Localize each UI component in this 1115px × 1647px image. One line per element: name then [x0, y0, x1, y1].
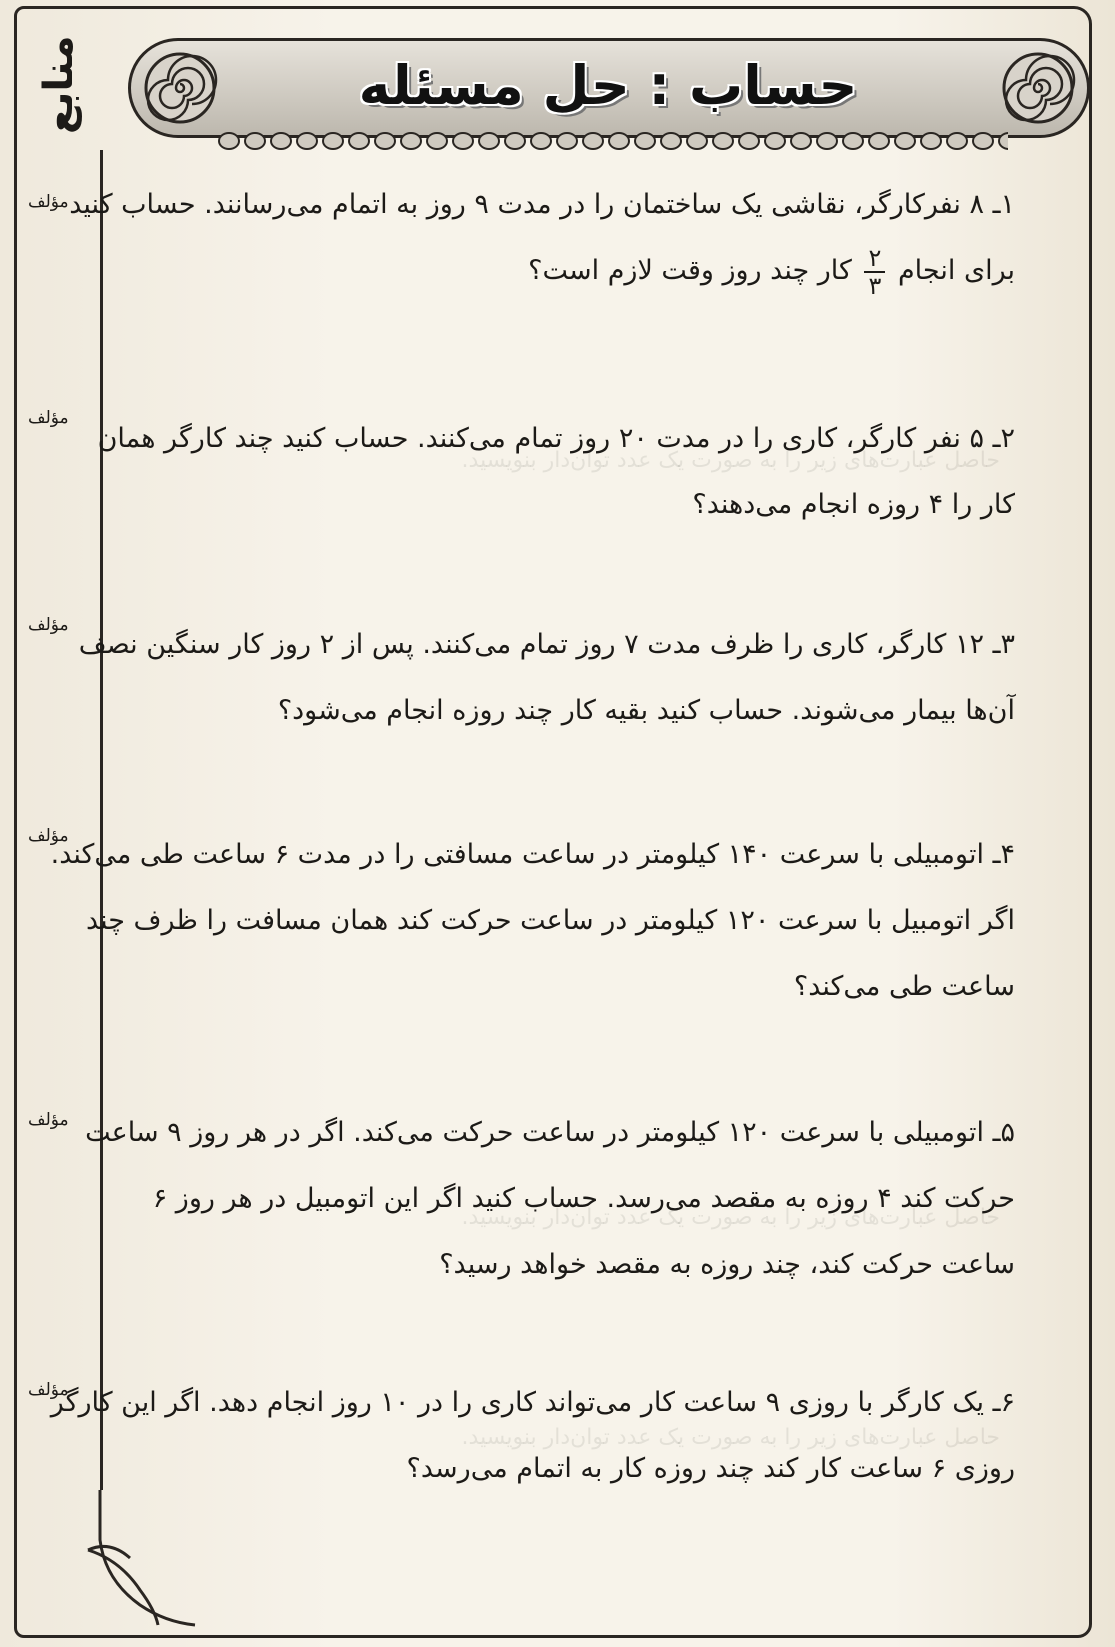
problem-5 — [85, 1100, 1015, 1298]
problem-line: ۶ـ یک کارگر با روزی ۹ ساعت کار می‌تواند کاری را در ۱۰ روز انجام دهد. اگر این کارگر — [50, 1387, 1015, 1418]
bead-ornament — [296, 132, 318, 150]
bead-ornament — [556, 132, 578, 150]
author-label: مؤلف — [28, 826, 69, 846]
bead-ornament — [270, 132, 292, 150]
page-curl-icon — [80, 1480, 200, 1630]
bead-ornament — [322, 132, 344, 150]
author-label: مؤلف — [28, 1110, 69, 1130]
bead-ornament — [608, 132, 630, 150]
problem-line: کار را ۴ روزه انجام می‌دهند؟ — [692, 489, 1015, 520]
bleed-through-text: حاصل عبارت‌های زیر را به صورت یک عدد توان‌دار بنویسید. — [461, 1425, 1000, 1450]
problem-line: حرکت کند ۴ روزه به مقصد می‌رسد. حساب کنید اگر این اتومبیل در هر روز ۶ — [152, 1183, 1015, 1214]
bead-ornament — [634, 132, 656, 150]
author-label: مؤلف — [28, 192, 69, 212]
problem-line: ۳ـ ۱۲ کارگر، کاری را ظرف مدت ۷ روز تمام می‌کنند. پس از ۲ روز کار سنگین نصف — [78, 629, 1015, 660]
bead-ornament — [946, 132, 968, 150]
margin-rule — [100, 150, 103, 1490]
bead-ornament — [660, 132, 682, 150]
bead-ornament — [972, 132, 994, 150]
bead-ornament — [998, 132, 1008, 150]
problem-line: ۱ـ ۸ نفرکارگر، نقاشی یک ساختمان را در مدت ۹ روز به اتمام می‌رسانند. حساب کنید — [69, 189, 1015, 220]
problem-4 — [50, 822, 1015, 1020]
section-banner — [128, 38, 1090, 148]
bead-ornament — [582, 132, 604, 150]
bead-ornament — [426, 132, 448, 150]
problem-line — [110, 238, 1015, 304]
bead-ornament — [894, 132, 916, 150]
bead-ornament — [790, 132, 812, 150]
bead-ornament — [244, 132, 266, 150]
fraction — [864, 245, 885, 299]
fraction-denominator: ۳ — [868, 271, 882, 300]
problem-line: ساعت طی می‌کند؟ — [793, 971, 1015, 1002]
bead-ornament — [868, 132, 890, 150]
problem-line: ۵ـ اتومبیلی با سرعت ۱۲۰ کیلومتر در ساعت حرکت می‌کند. اگر در هر روز ۹ ساعت — [85, 1117, 1015, 1148]
bead-ornament — [374, 132, 396, 150]
problem-line: ساعت حرکت کند، چند روزه به مقصد خواهد رسید؟ — [439, 1249, 1015, 1280]
problem-1 — [69, 172, 1015, 304]
spiral-ornament-icon — [1000, 50, 1076, 126]
bleed-through-text: حاصل عبارت‌های زیر را به صورت یک عدد توان‌دار بنویسید. — [461, 1205, 1000, 1230]
page-title: حساب : حل مسئله — [358, 54, 858, 117]
problem-3 — [78, 612, 1015, 744]
problem-line: آن‌ها بیمار می‌شوند. حساب کنید بقیه کار چند روزه انجام می‌شود؟ — [277, 695, 1015, 726]
author-label: مؤلف — [28, 1380, 69, 1400]
side-label: منابع — [36, 35, 82, 135]
bead-ornament — [504, 132, 526, 150]
problem-6 — [50, 1370, 1015, 1502]
bead-ornament — [712, 132, 734, 150]
problem-text: کار چند روز وقت لازم است؟ — [528, 255, 852, 286]
author-label: مؤلف — [28, 615, 69, 635]
spiral-ornament-icon — [142, 50, 218, 126]
bead-ornament — [218, 132, 240, 150]
author-label: مؤلف — [28, 408, 69, 428]
bead-ornament — [842, 132, 864, 150]
bead-border — [218, 132, 1008, 152]
problem-line: ۲ـ ۵ نفر کارگر، کاری را در مدت ۲۰ روز تمام می‌کنند. حساب کنید چند کارگر همان — [97, 423, 1015, 454]
bead-ornament — [816, 132, 838, 150]
bead-ornament — [478, 132, 500, 150]
fraction-numerator: ۲ — [864, 245, 885, 273]
bead-ornament — [530, 132, 552, 150]
bead-ornament — [764, 132, 786, 150]
bead-ornament — [686, 132, 708, 150]
problem-text: برای انجام — [897, 255, 1015, 286]
problem-2 — [97, 406, 1015, 538]
bead-ornament — [348, 132, 370, 150]
problem-line: اگر اتومبیل با سرعت ۱۲۰ کیلومتر در ساعت حرکت کند همان مسافت را ظرف چند — [85, 905, 1015, 936]
bleed-through-text: حاصل عبارت‌های زیر را به صورت یک عدد توان‌دار بنویسید. — [461, 448, 1000, 473]
problem-line: ۴ـ اتومبیلی با سرعت ۱۴۰ کیلومتر در ساعت مسافتی را در مدت ۶ ساعت طی می‌کند. — [50, 839, 1015, 870]
bead-ornament — [452, 132, 474, 150]
bead-ornament — [400, 132, 422, 150]
problem-line: روزی ۶ ساعت کار کند چند روزه کار به اتمام می‌رسد؟ — [406, 1453, 1015, 1484]
bead-ornament — [920, 132, 942, 150]
bead-ornament — [738, 132, 760, 150]
